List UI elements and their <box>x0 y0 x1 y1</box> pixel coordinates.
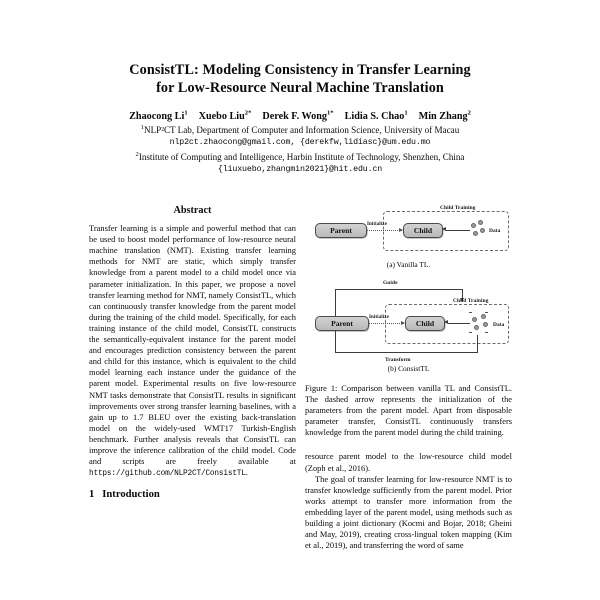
affiliation-2 <box>60 151 540 163</box>
initialize-label-a: Initialize <box>367 222 387 227</box>
section-heading-introduction <box>89 489 296 500</box>
abstract-text: Transfer learning is a simple and powerful method that can be used to boost model performance of low-resource neural machine translation (NMT). Existing transfer learning methods for NMT are static, which simply transfer knowledge from a parent model to a child model once via parameter initialization. In this paper, we propose a novel transfer learning method for NMT, namely ConsistTL, which can continuously transfer knowledge from the parent model during the training of the child model. Specifically, for each training instance of the child model, ConsistTL constructs the semantically-equivalent instance for the parent model and encourages prediction consistency between the parent and child for this instance, which is equivalent to the child model learning each instance under the guidance of the parent model. Experimental results on five low-resource NMT tasks demonstrate that ConsistTL results in significant improvements over strong transfer learning baselines, with a gain up to 1.7 BLEU over the existing back-translation model on the widely-used WMT17 Turkish-English benchmark. Further analysis reveals that ConsistTL can improve the inference calibration of the child model. Code and scripts are freely available at <box>89 223 296 467</box>
child-node-a: Child <box>403 223 443 238</box>
guide-left-line <box>335 289 336 317</box>
diagram-vanilla-tl <box>305 200 512 278</box>
subcaption-a: (a) Vanilla TL. <box>386 260 431 269</box>
initialize-arrowhead-a <box>399 228 403 232</box>
transform-bottom-line <box>335 352 478 353</box>
author <box>345 111 408 122</box>
transform-right-line <box>477 335 478 353</box>
right-column-paragraph-continued: resource parent model to the low-resource child model (Zoph et al., 2016). <box>305 451 512 473</box>
abstract-paragraph <box>89 223 296 480</box>
author-name: Xuebo Liu <box>198 111 245 122</box>
affiliation-marker: 2 <box>135 150 139 158</box>
data-to-child-arrowhead-b <box>444 320 448 324</box>
author-affil-marker: 1 <box>184 109 188 117</box>
figure-1 <box>305 200 512 438</box>
data-tick <box>469 332 472 333</box>
abstract-heading: Abstract <box>173 205 212 216</box>
data-tick <box>469 312 472 313</box>
email-line-1: nlp2ct.zhaocong@gmail.com, {derekfw,lidiasc}@um.edu.mo <box>169 138 431 148</box>
transform-label: Transform <box>385 357 411 363</box>
initialize-arrowhead-b <box>401 321 405 325</box>
child-node-b: Child <box>405 316 445 331</box>
affiliation-text: Institute of Computing and Intelligence, Harbin Institute of Technology, Shenzhen, China <box>138 152 465 162</box>
initialize-label-b: Initialize <box>369 315 389 320</box>
author <box>199 111 252 122</box>
author-affil-marker: 1* <box>326 109 334 117</box>
author-name: Derek F. Wong <box>262 111 327 122</box>
author <box>129 111 188 122</box>
author-name: Lidia S. Chao <box>344 111 405 122</box>
page-title <box>60 62 540 97</box>
data-to-child-line-b <box>448 323 470 324</box>
email-line-2: {liuxuebo,zhangmin2021}@hit.edu.cn <box>217 165 383 175</box>
initialize-arrow-b <box>368 323 404 324</box>
right-column-paragraph-goal: The goal of transfer learning for low-resource NMT is to transfer knowledge sufficiently from the parent model. Prior works attempt to transfer more information from the embedding layer of the parent model, using methods such as building a joint dictionary (Kocmi and Bojar, 2018; Gheini and May, 2019), creating cross-lingual token mapping (Kim et al., 2019), and transferring the word of same <box>305 473 512 551</box>
parent-node-a: Parent <box>315 223 367 238</box>
abstract-url[interactable]: https://github.com/NLP2CT/ConsistTL <box>89 470 246 479</box>
data-label-a: Data <box>489 228 501 234</box>
figure-body-gap <box>305 438 512 451</box>
right-column <box>305 200 512 551</box>
child-training-label-b: Child Training <box>453 298 489 304</box>
title-line-1: ConsistTL: Modeling Consistency in Transfer Learning <box>129 62 471 78</box>
guide-top-line <box>335 289 463 290</box>
guide-label-b: Guide <box>383 280 398 286</box>
title-line-2: for Low-Resource Neural Machine Translation <box>156 79 444 96</box>
data-tick <box>485 312 488 313</box>
figure-caption <box>305 383 512 438</box>
author-name: Min Zhang <box>418 111 468 122</box>
affiliation-text: NLP²CT Lab, Department of Computer and Information Science, University of Macau <box>144 125 460 135</box>
author-name: Zhaocong Li <box>129 111 185 122</box>
transform-left-line <box>335 330 336 352</box>
author-affil-marker: 2* <box>244 109 252 117</box>
diagram-consisttl <box>305 278 512 374</box>
initialize-arrow-a <box>366 230 402 231</box>
parent-node-b: Parent <box>315 316 369 331</box>
title-block <box>60 62 540 177</box>
author-list <box>60 110 540 123</box>
child-training-label-a: Child Training <box>440 205 476 211</box>
data-to-child-line-a <box>446 230 470 231</box>
affiliation-1 <box>60 124 540 136</box>
author-affil-marker: 2 <box>467 109 471 117</box>
data-tick <box>485 332 488 333</box>
section-title: Introduction <box>102 489 160 501</box>
abstract-text-tail: . <box>245 467 248 478</box>
figure-caption-text: Comparison between vanilla TL and ConsistTL. The dashed arrow represents the initialization of the parameters from the parent model. Apart from disposable parameter transfer, ConsistTL continuously transfers knowledge from the parent model during the child training. <box>305 384 512 438</box>
author <box>419 111 471 122</box>
author-affil-marker: 1 <box>404 109 408 117</box>
figure-caption-label: Figure 1: <box>305 384 338 393</box>
data-label-b: Data <box>493 322 505 328</box>
author <box>262 111 333 122</box>
affiliation-marker: 1 <box>140 123 145 131</box>
data-to-child-arrowhead-a <box>442 227 446 231</box>
section-number: 1 <box>89 489 95 501</box>
left-column <box>89 205 296 500</box>
subcaption-b: (b) ConsistTL <box>387 364 430 373</box>
